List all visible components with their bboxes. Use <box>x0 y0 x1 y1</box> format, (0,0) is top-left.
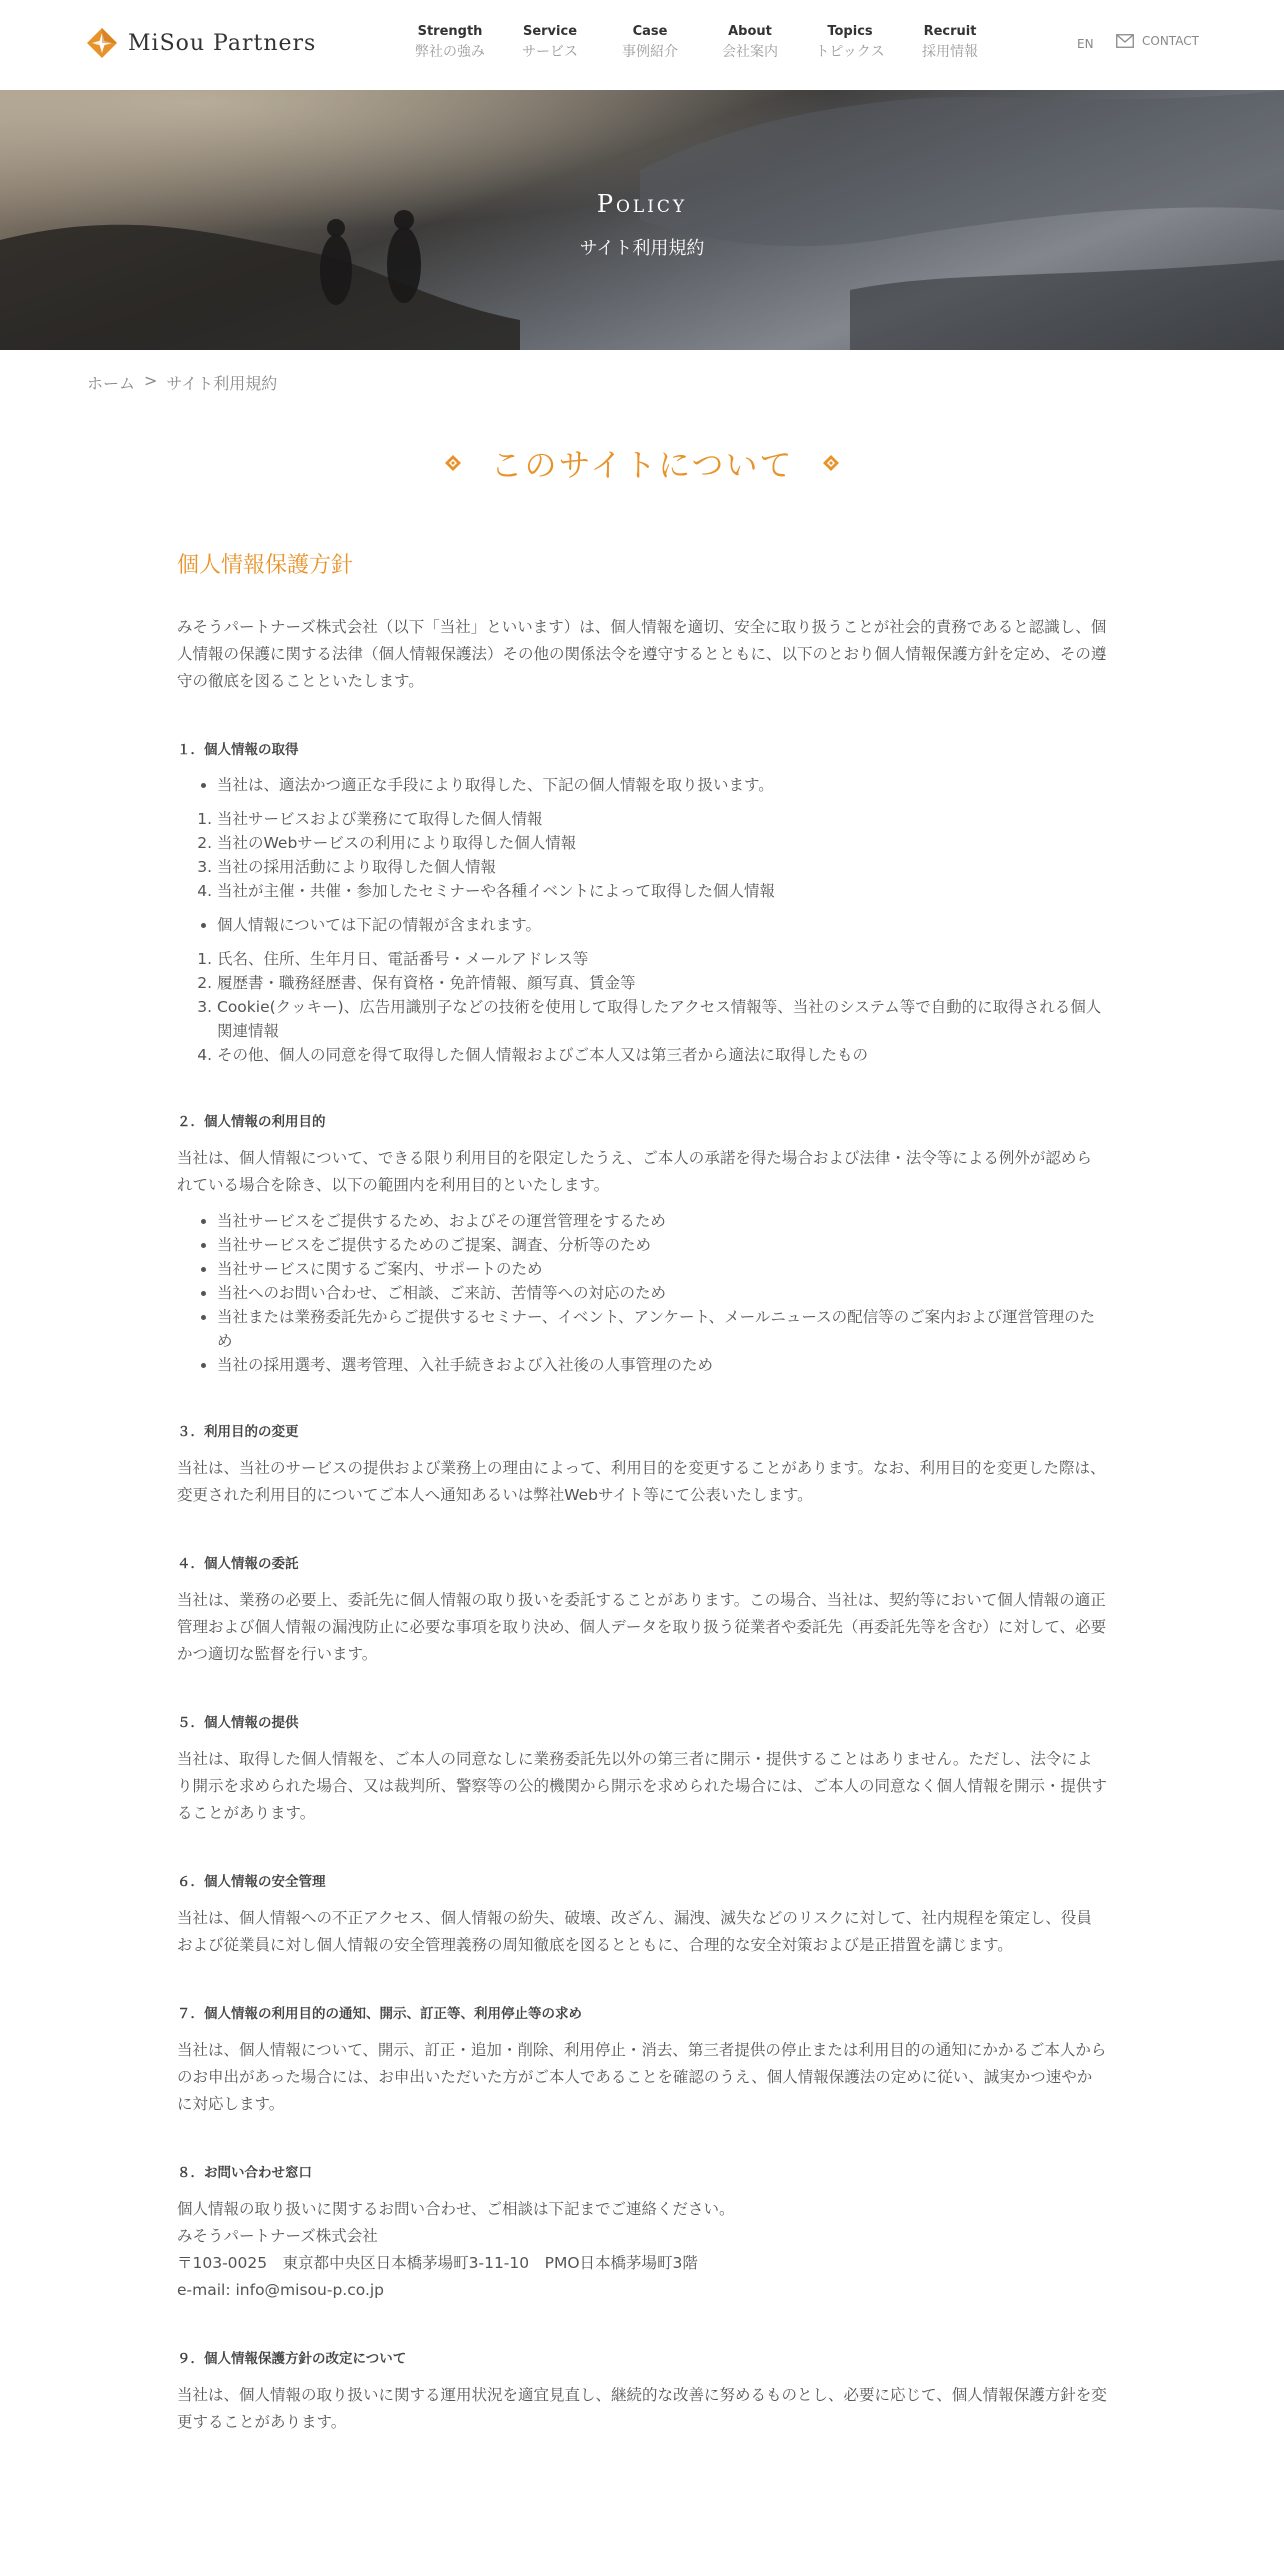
nav-label-jp: 事例紹介 <box>622 44 678 60</box>
list-item: 4. 当社が主催・共催・参加したセミナーや各種イベントによって取得した個人情報 <box>217 879 1107 903</box>
policy-intro: みそうパートナーズ株式会社（以下「当社」といいます）は、個人情報を適切、安全に取り扱うことが社会的責務であると認識し、個人情報の保護に関する法律（個人情報保護法）その他の関係法令を遵守するとともに、以下のとおり個人情報保護方針を定め、その遵守の徹底を図ることといたします。 <box>177 618 1107 690</box>
section-heading-9: ９．個人情報保護方針の改定について <box>177 2351 407 2367</box>
nav-recruit[interactable] <box>900 23 1000 63</box>
hero-banner <box>0 90 1284 350</box>
list-item: 3. Cookie(クッキー)、広告用識別子などの技術を使用して取得したアクセス情報等、当社のシステム等で自動的に取得される個人関連情報 <box>217 995 1107 1043</box>
section-heading-2: ２．個人情報の利用目的 <box>177 1114 326 1130</box>
list-item: 3. 当社の採用活動により取得した個人情報 <box>217 855 1107 879</box>
nav-case[interactable] <box>600 23 700 63</box>
section-heading-3: ３．利用目的の変更 <box>177 1424 299 1440</box>
hero-title: Policy <box>596 190 688 218</box>
nav-strength[interactable] <box>400 23 500 63</box>
main-nav <box>400 23 1000 63</box>
contact-address: 〒103-0025 東京都中央区日本橋茅場町3-11-10 PMO日本橋茅場町3階 <box>177 2254 698 2272</box>
list-item: 4. その他、個人の同意を得て取得した個人情報およびご本人又は第三者から適法に取得したもの <box>217 1043 1107 1067</box>
mail-icon <box>1116 34 1134 48</box>
section-title <box>0 440 1284 486</box>
nav-label-jp: 採用情報 <box>922 44 978 60</box>
policy-heading: 個人情報保護方針 <box>177 553 354 578</box>
list-item: • 当社は、適法かつ適正な手段により取得した、下記の個人情報を取り扱います。 <box>217 773 1107 797</box>
language-switch-en[interactable]: EN <box>1077 37 1094 51</box>
nav-label-jp: トピックス <box>815 44 885 60</box>
section-heading-8: ８．お問い合わせ窓口 <box>177 2165 312 2181</box>
logo-text: MiSou Partners <box>128 30 317 56</box>
numbered-list <box>177 947 1107 1067</box>
nav-label-en: Case <box>632 24 668 39</box>
bullet-list <box>177 773 1107 797</box>
bullet-list <box>177 913 1107 937</box>
breadcrumb-home-link[interactable]: ホーム <box>87 374 136 393</box>
nav-service[interactable] <box>500 23 600 63</box>
nav-label-en: Service <box>522 24 578 39</box>
section-title-text: このサイトについて <box>490 446 794 484</box>
list-item: • 当社の採用選考、選考管理、入社手続きおよび入社後の人事管理のため <box>217 1353 1107 1377</box>
list-item: • 当社または業務委託先からご提供するセミナー、イベント、アンケート、メールニュースの配信等のご案内および運営管理のため <box>217 1305 1107 1353</box>
list-item: • 当社へのお問い合わせ、ご相談、ご来訪、苦情等への対応のため <box>217 1281 1107 1305</box>
breadcrumb-current: サイト利用規約 <box>166 374 278 393</box>
diamond-ornament-icon <box>444 454 462 472</box>
hero-subtitle: サイト利用規約 <box>579 238 705 259</box>
site-header <box>0 0 1284 90</box>
contact-info-line: 個人情報の取り扱いに関するお問い合わせ、ご相談は下記までご連絡ください。 <box>177 2200 735 2218</box>
section-text-6: 当社は、個人情報への不正アクセス、個人情報の紛失、破壊、改ざん、漏洩、滅失などのリスクに対して、社内規程を策定し、役員および従業員に対し個人情報の安全管理義務の周知徹底を図るとともに、合理的な安全対策および是正措置を講じます。 <box>177 1909 1092 1954</box>
section-text-2: 当社は、個人情報について、できる限り利用目的を限定したうえ、ご本人の承諾を得た場合および法律・法令等による例外が認められている場合を除き、以下の範囲内を利用目的といたします。 <box>177 1149 1092 1194</box>
section-text-5: 当社は、取得した個人情報を、ご本人の同意なしに業務委託先以外の第三者に開示・提供することはありません。ただし、法令により開示を求められた場合、又は裁判所、警察等の公的機関から開示を求められた場合には、ご本人の同意なく個人情報を開示・提供することがあります。 <box>177 1750 1108 1822</box>
list-item: • 個人情報については下記の情報が含まれます。 <box>217 913 1107 937</box>
section-heading-4: ４．個人情報の委託 <box>177 1556 299 1572</box>
section-text-7: 当社は、個人情報について、開示、訂正・追加・削除、利用停止・消去、第三者提供の停止または利用目的の通知にかかるご本人からのお申出があった場合には、お申出いただいた方がご本人であることを確認のうえ、個人情報保護法の定めに従い、誠実かつ速やかに対応します。 <box>177 2041 1107 2113</box>
contact-label: CONTACT <box>1142 34 1199 48</box>
breadcrumb <box>87 371 277 394</box>
nav-label-en: Topics <box>827 24 873 39</box>
list-item: • 当社サービスをご提供するためのご提案、調査、分析等のため <box>217 1233 1107 1257</box>
section-heading-7: ７．個人情報の利用目的の通知、開示、訂正等、利用停止等の求め <box>177 2006 582 2022</box>
diamond-ornament-icon <box>822 454 840 472</box>
contact-email[interactable]: e-mail: info@misou-p.co.jp <box>177 2281 385 2299</box>
nav-label-jp: 弊社の強み <box>415 44 485 60</box>
contact-company-name: みそうパートナーズ株式会社 <box>177 2227 378 2245</box>
section-text-3: 当社は、当社のサービスの提供および業務上の理由によって、利用目的を変更することがあります。なお、利用目的を変更した際は、変更された利用目的についてご本人へ通知あるいは弊社Webサイト等にて公表いたします。 <box>177 1459 1106 1504</box>
list-item: 2. 履歴書・職務経歴書、保有資格・免許情報、顔写真、賃金等 <box>217 971 1107 995</box>
section-text-4: 当社は、業務の必要上、委託先に個人情報の取り扱いを委託することがあります。この場合、当社は、契約等において個人情報の適正管理および個人情報の漏洩防止に必要な事項を取り決め、個人データを取り扱う従業者や委託先（再委託先等を含む）に対して、必要かつ適切な監督を行います。 <box>177 1591 1107 1663</box>
list-item: 2. 当社のWebサービスの利用により取得した個人情報 <box>217 831 1107 855</box>
section-text-9: 当社は、個人情報の取り扱いに関する運用状況を適宜見直し、継続的な改善に努めるものとし、必要に応じて、個人情報保護方針を変更することがあります。 <box>177 2386 1107 2431</box>
list-item: • 当社サービスに関するご案内、サポートのため <box>217 1257 1107 1281</box>
logo-mark-icon <box>86 27 118 59</box>
contact-link[interactable] <box>1116 34 1199 48</box>
section-heading-6: ６．個人情報の安全管理 <box>177 1874 326 1890</box>
list-item: 1. 氏名、住所、生年月日、電話番号・メールアドレス等 <box>217 947 1107 971</box>
nav-about[interactable] <box>700 23 800 63</box>
logo[interactable] <box>86 27 316 59</box>
nav-label-jp: 会社案内 <box>722 44 778 60</box>
nav-label-en: About <box>728 24 772 39</box>
nav-topics[interactable] <box>800 23 900 63</box>
section-heading-5: ５．個人情報の提供 <box>177 1715 299 1731</box>
list-item: • 当社サービスをご提供するため、およびその運営管理をするため <box>217 1209 1107 1233</box>
nav-label-en: Recruit <box>923 24 977 39</box>
breadcrumb-separator: > <box>144 371 158 390</box>
numbered-list <box>177 807 1107 903</box>
policy-content <box>177 550 1107 2436</box>
section-heading-1: １．個人情報の取得 <box>177 742 299 758</box>
list-item: 1. 当社サービスおよび業務にて取得した個人情報 <box>217 807 1107 831</box>
nav-label-jp: サービス <box>522 44 578 60</box>
nav-label-en: Strength <box>417 24 483 39</box>
hero-overlay <box>0 90 1284 350</box>
bullet-list <box>177 1209 1107 1377</box>
